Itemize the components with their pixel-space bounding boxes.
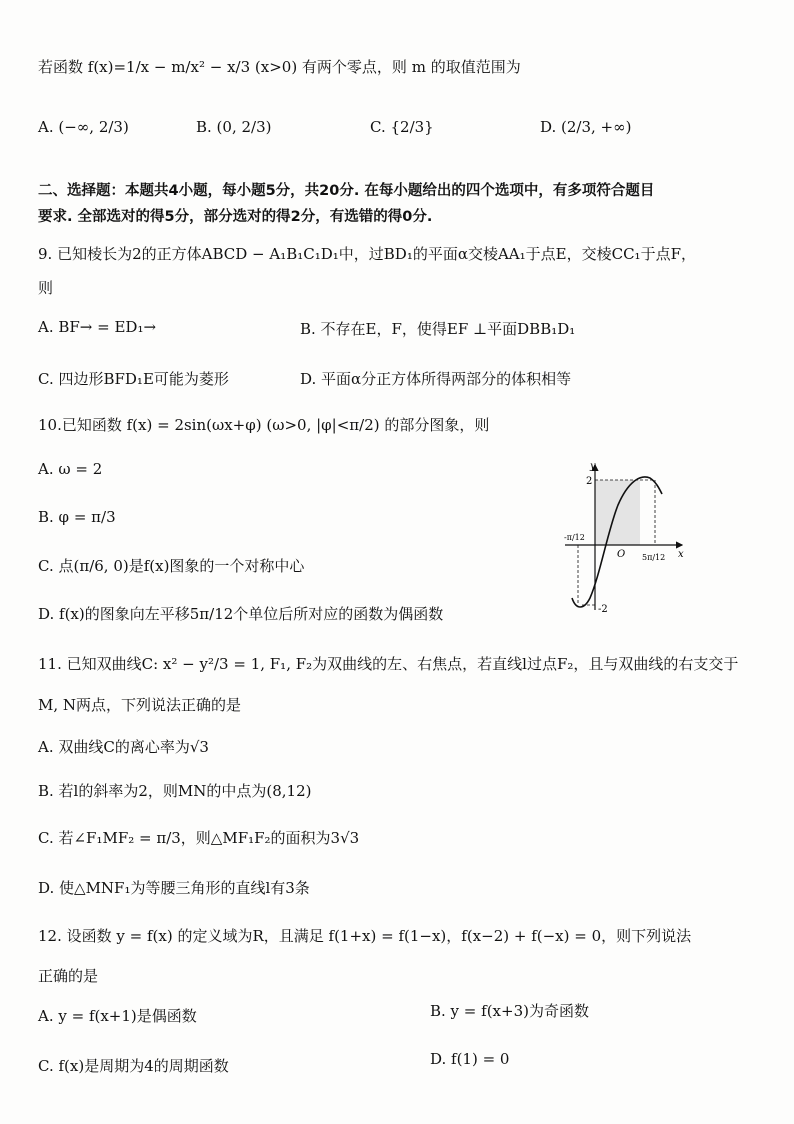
q8-option-a: A. (−∞, 2/3) — [38, 118, 129, 136]
q9-stem-line2: 则 — [38, 279, 54, 297]
q9-option-c: C. 四边形BFD₁E可能为菱形 — [38, 370, 229, 388]
q11-option-b: B. 若l的斜率为2，则MN的中点为(8,12) — [38, 782, 312, 800]
q12-stem-line1: 12. 设函数 y = f(x) 的定义域为R，且满足 f(1+x) = f(1−x)，f(x−2) + f(−x) = 0，则下列说法 — [38, 927, 692, 945]
q9-option-a: A. BF→ = ED₁→ — [38, 318, 157, 336]
q10-option-d: D. f(x)的图象向左平移5π/12个单位后所对应的函数为偶函数 — [38, 605, 444, 623]
q10-stem: 10.已知函数 f(x) = 2sin(ωx+φ) (ω>0, |φ|<π/2) 的部分图象，则 — [38, 416, 490, 434]
q10-sine-graph — [560, 460, 690, 620]
q11-stem-line2: M, N两点，下列说法正确的是 — [38, 696, 242, 714]
q10-option-a: A. ω = 2 — [38, 460, 103, 478]
q10-y-min-label: -2 — [598, 604, 608, 615]
q9-stem-line1: 9. 已知棱长为2的正方体ABCD − A₁B₁C₁D₁中，过BD₁的平面α交棱AA₁于点E，交棱CC₁于点F， — [38, 245, 696, 263]
q10-x-right-label: 5π/12 — [642, 553, 666, 562]
q9-option-d: D. 平面α分正方体所得两部分的体积相等 — [300, 370, 572, 388]
q10-x-axis-label: x — [678, 549, 684, 560]
q8-option-d: D. (2/3, +∞) — [540, 118, 632, 136]
q12-option-c: C. f(x)是周期为4的周期函数 — [38, 1057, 229, 1075]
q10-origin-label: O — [617, 549, 626, 560]
q12-option-d: D. f(1) = 0 — [430, 1050, 510, 1068]
q10-y-max-label: 2 — [586, 476, 593, 487]
q9-option-b: B. 不存在E，F，使得EF ⊥平面DBB₁D₁ — [300, 320, 576, 338]
q10-option-b: B. φ = π/3 — [38, 508, 116, 526]
q11-option-c: C. 若∠F₁MF₂ = π/3，则△MF₁F₂的面积为3√3 — [38, 829, 360, 847]
q11-stem-line1: 11. 已知双曲线C: x² − y²/3 = 1, F₁, F₂为双曲线的左、右焦点，若直线l过点F₂，且与双曲线的右支交于 — [38, 655, 739, 673]
q8-option-b: B. (0, 2/3) — [196, 118, 272, 136]
q12-option-b: B. y = f(x+3)为奇函数 — [430, 1002, 589, 1020]
q12-stem-line2: 正确的是 — [38, 967, 99, 985]
q8-stem: 若函数 f(x)=1/x − m/x² − x/3 (x>0) 有两个零点，则 m 的取值范围为 — [38, 58, 521, 76]
section-2-instructions-line1: 二、选择题：本题共4小题，每小题5分，共20分. 在每小题给出的四个选项中，有多项符合题目 — [38, 183, 655, 199]
q11-option-d: D. 使△MNF₁为等腰三角形的直线l有3条 — [38, 879, 310, 897]
q10-shaded-region — [595, 480, 640, 545]
q10-x-left-label: -π/12 — [564, 533, 585, 542]
q10-option-c: C. 点(π/6, 0)是f(x)图象的一个对称中心 — [38, 557, 305, 575]
q8-option-c: C. {2/3} — [370, 118, 434, 136]
q10-y-axis-label: y — [590, 461, 596, 472]
q12-option-a: A. y = f(x+1)是偶函数 — [38, 1007, 197, 1025]
q11-option-a: A. 双曲线C的离心率为√3 — [38, 738, 209, 756]
section-2-instructions-line2: 要求. 全部选对的得5分，部分选对的得2分，有选错的得0分. — [38, 209, 433, 225]
